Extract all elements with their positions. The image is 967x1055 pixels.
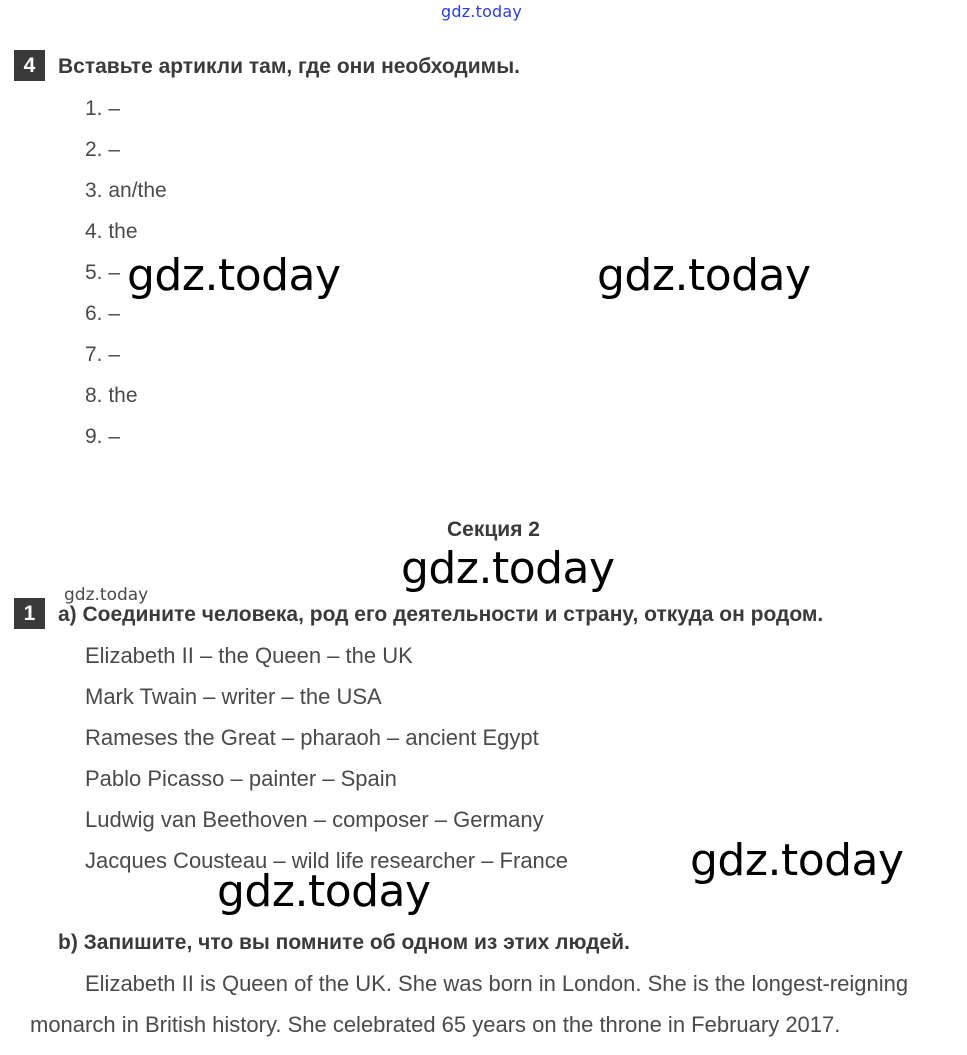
- answer-item-4: 4. the: [85, 220, 138, 243]
- match-item-3: Rameses the Great – pharaoh – ancient Egypt: [85, 725, 539, 750]
- exercise-1a-match-list: [85, 640, 568, 886]
- section-title: Секция 2: [447, 518, 540, 541]
- exercise-1-number-badge: 1: [14, 598, 45, 629]
- answer-item-8: 8. the: [85, 384, 138, 407]
- answer-item-7: 7. –: [85, 343, 121, 366]
- match-item-4: Pablo Picasso – painter – Spain: [85, 766, 397, 791]
- exercise-4-number-badge: 4: [14, 50, 45, 81]
- answer-item-6: 6. –: [85, 302, 121, 325]
- answer-item-1: 1. –: [85, 97, 121, 120]
- answer-paragraph-line-2: monarch in British history. She celebrated 65 years on the throne in February 2017.: [30, 1012, 841, 1037]
- watermark-text: gdz.today: [401, 543, 615, 594]
- answer-item-9: 9. –: [85, 425, 121, 448]
- match-item-2: Mark Twain – writer – the USA: [85, 684, 382, 709]
- watermark-text: gdz.today: [597, 250, 811, 301]
- answer-paragraph-line-1: Elizabeth II is Queen of the UK. She was born in London. She is the longest-reigning: [85, 971, 909, 996]
- exercise-1a-title: a) Соедините человека, род его деятельности и страну, откуда он родом.: [58, 603, 824, 626]
- exercise-1b-title: b) Запишите, что вы помните об одном из этих людей.: [58, 931, 630, 954]
- answer-item-3: 3. an/the: [85, 179, 167, 202]
- match-item-1: Elizabeth II – the Queen – the UK: [85, 643, 413, 668]
- watermark-small-text: gdz.today: [64, 585, 149, 605]
- watermark-text: gdz.today: [127, 250, 341, 301]
- answer-item-2: 2. –: [85, 138, 121, 161]
- watermark-text: gdz.today: [217, 866, 431, 917]
- answer-item-5: 5. –: [85, 261, 121, 284]
- exercise-4-title: Вставьте артикли там, где они необходимы.: [58, 55, 520, 78]
- watermark-text: gdz.today: [690, 835, 904, 886]
- site-watermark-top: gdz.today: [441, 2, 523, 21]
- match-item-5: Ludwig van Beethoven – composer – Germany: [85, 807, 544, 832]
- match-item-6: Jacques Cousteau – wild life researcher – France: [85, 848, 569, 873]
